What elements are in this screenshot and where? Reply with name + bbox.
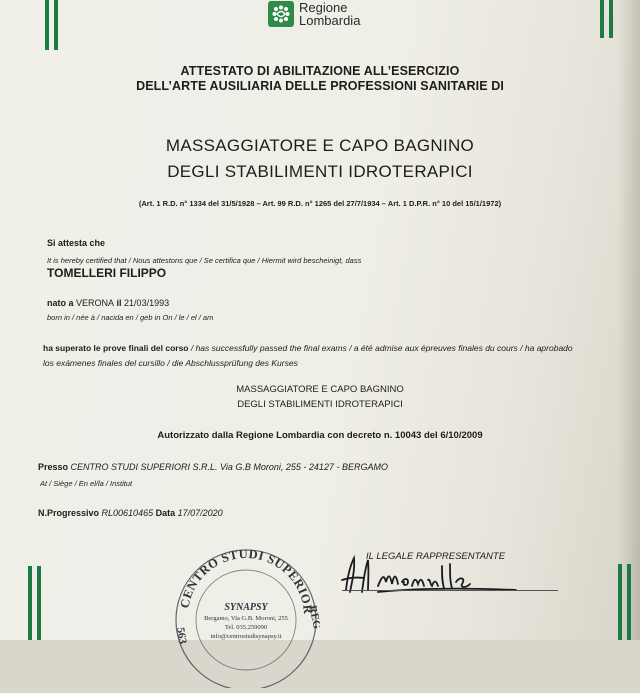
progressivo-label: N.Progressivo bbox=[38, 508, 100, 518]
stamp-arc-text: CENTRO STUDI SUPERIOR bbox=[177, 546, 316, 615]
header-line-1: ATTESTATO DI ABILITAZIONE ALL’ESERCIZIO bbox=[180, 64, 460, 78]
stamp-left-number: 563 bbox=[174, 626, 189, 645]
stamp-tel: Tel. 035.259090 bbox=[224, 624, 268, 631]
passed-translation-1: / has successfully passed the final exams / a été admise aux épreuves finales du cours / ha aprobado bbox=[188, 343, 573, 353]
certify-translation: It is hereby certified that / Nous attestons que / Se certifica que / Hiermit wird bescheinigt, dass bbox=[47, 256, 362, 265]
born-prefix: nato a bbox=[47, 298, 77, 308]
logo-line-2: Lombardia bbox=[299, 13, 361, 28]
progressivo-value: RL00610465 bbox=[99, 508, 156, 518]
signature-line bbox=[342, 590, 558, 591]
passed-label: ha superato le prove finali del corso bbox=[43, 343, 189, 353]
logo-line-1: Regione bbox=[299, 0, 348, 15]
course-line-2: DEGLI STABILIMENTI IDROTERAPICI bbox=[237, 399, 403, 410]
presso-value: CENTRO STUDI SUPERIORI S.R.L. Via G.B Moroni, 255 - 24127 - BERGAMO bbox=[68, 462, 388, 472]
stamp-right-fragment: REG bbox=[306, 604, 320, 631]
title-line-2: DEGLI STABILIMENTI IDROTERAPICI bbox=[167, 162, 473, 181]
handwritten-signature bbox=[338, 552, 528, 605]
title-line-1: MASSAGGIATORE E CAPO BAGNINO bbox=[165, 136, 475, 155]
authorization-line: Autorizzato dalla Regione Lombardia con decreto n. 10043 del 6/10/2009 bbox=[157, 430, 483, 441]
presso-translation: At / Siège / En el/la / Institut bbox=[40, 479, 133, 488]
certify-label: Si attesta che bbox=[47, 238, 106, 248]
paper-edge-shadow bbox=[618, 0, 640, 640]
stamp-email: info@centrostudisynapsy.it bbox=[210, 633, 282, 640]
progressivo-line bbox=[38, 508, 223, 518]
green-bars-top-left bbox=[45, 0, 58, 50]
header-line-2: DELL’ARTE AUSILIARIA DELLE PROFESSIONI SANITARIE DI bbox=[136, 79, 504, 93]
born-translation: born in / née à / nacida en / geb in On / le / el / am bbox=[47, 313, 214, 322]
green-bars-bottom-left bbox=[28, 566, 41, 640]
born-place: VERONA bbox=[76, 298, 115, 308]
date-label: Data bbox=[155, 508, 176, 518]
company-stamp bbox=[170, 538, 320, 688]
law-reference: (Art. 1 R.D. n° 1334 del 31/5/1928 – Art. 99 R.D. n° 1265 del 27/7/1934 – Art. 1 D.P.R. n° 10 del 15/1/1972) bbox=[138, 199, 502, 208]
green-bars-top-right bbox=[600, 0, 613, 38]
stamp-address: Bergamo, Via G.B. Moroni, 255 bbox=[204, 615, 288, 622]
logo-wordmark bbox=[299, 1, 360, 27]
passed-translation-2: los exámenes finales del cursillo / die Abschlussprüfung des Kurses bbox=[43, 358, 298, 368]
born-date: 21/03/1993 bbox=[124, 298, 170, 308]
stamp-company-name: SYNAPSY bbox=[224, 602, 268, 613]
presso-label: Presso bbox=[38, 462, 69, 472]
regione-lombardia-logo bbox=[268, 0, 378, 28]
green-bars-bottom-right bbox=[618, 564, 631, 640]
passed-line-1 bbox=[43, 343, 573, 353]
birth-line bbox=[47, 298, 169, 308]
born-mid: il bbox=[114, 298, 125, 308]
legal-representative-label: IL LEGALE RAPPRESENTANTE bbox=[366, 551, 506, 562]
rosa-camuna-icon bbox=[268, 1, 294, 27]
recipient-name: TOMELLERI FILIPPO bbox=[47, 266, 167, 280]
presso-line bbox=[38, 462, 388, 472]
date-value: 17/07/2020 bbox=[175, 508, 223, 518]
course-line-1: MASSAGGIATORE E CAPO BAGNINO bbox=[236, 384, 404, 395]
